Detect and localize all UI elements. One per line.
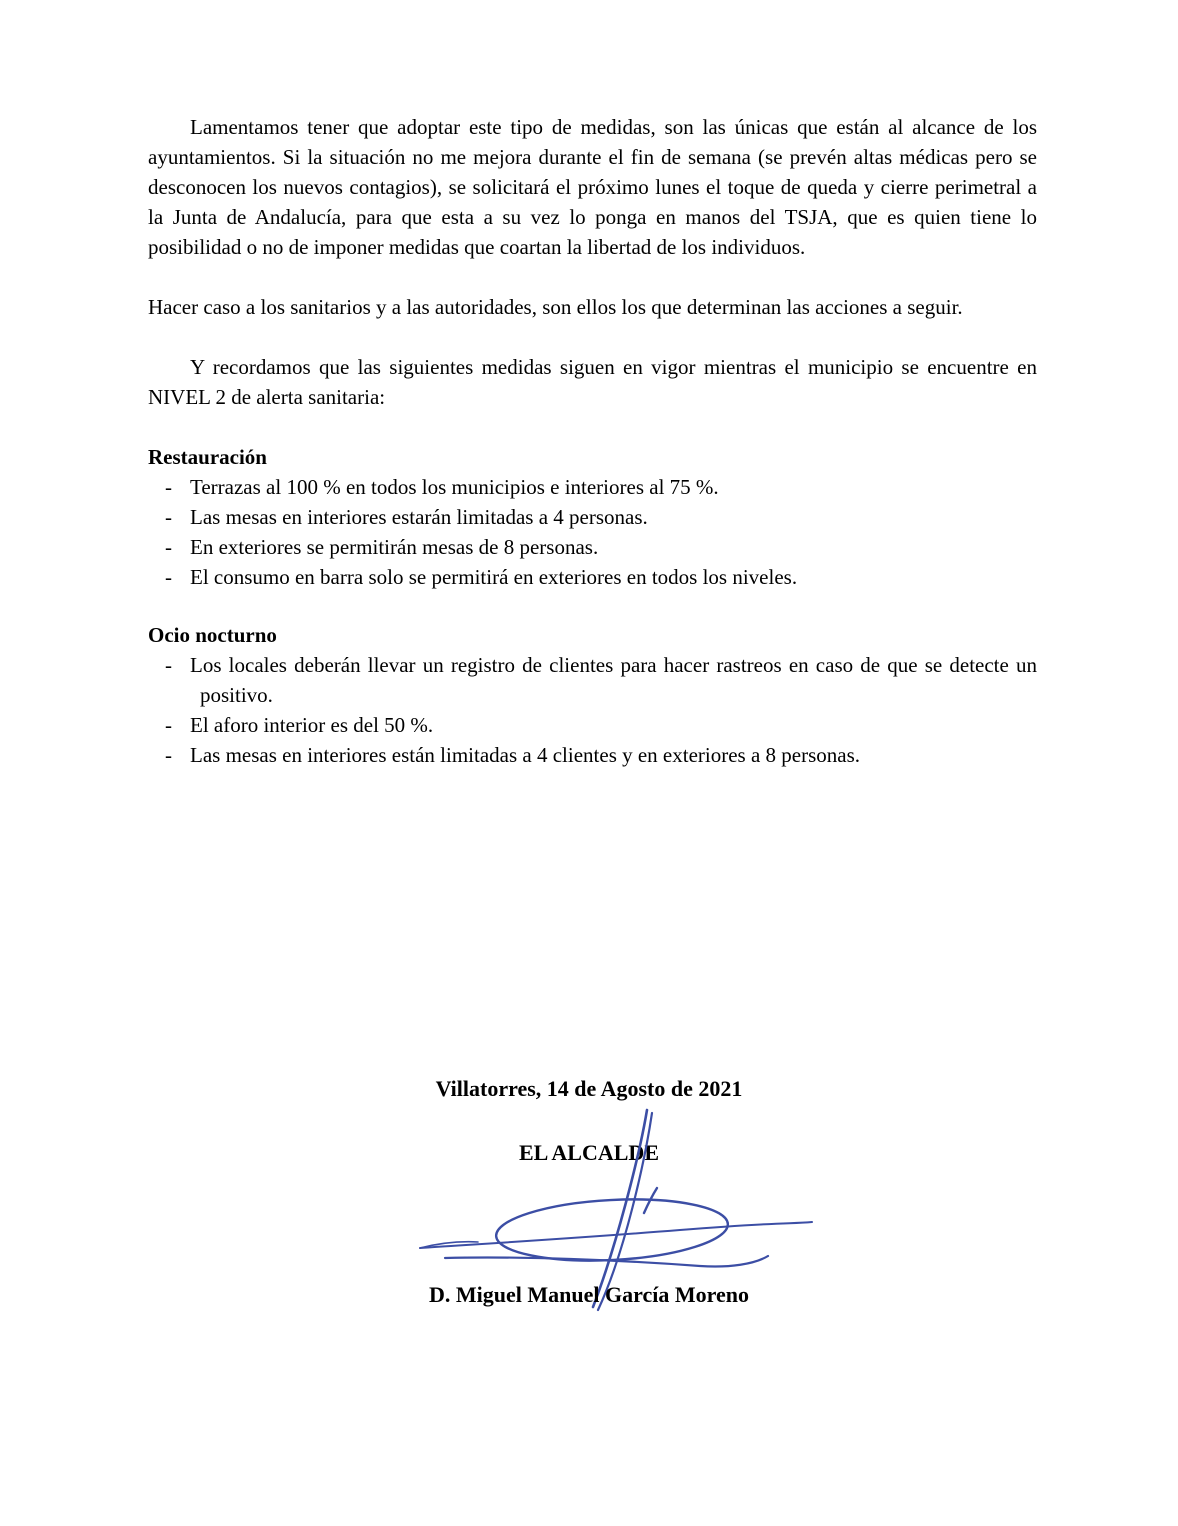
- list-item-text: Terrazas al 100 % en todos los municipios e interiores al 75 %.: [190, 475, 719, 499]
- list-item: [148, 472, 1037, 502]
- list-item-text: Las mesas en interiores estarán limitadas a 4 personas.: [190, 505, 648, 529]
- list-item: [148, 562, 1037, 592]
- mayor-title: EL ALCALDE: [519, 1140, 659, 1165]
- dash-bullet: -: [165, 565, 172, 589]
- dash-bullet: -: [165, 713, 172, 737]
- ocio-nocturno-list: [148, 650, 1037, 770]
- list-item: [148, 650, 1037, 710]
- list-item-text: El consumo en barra solo se permitirá en exteriores en todos los niveles.: [190, 565, 798, 589]
- section-heading-ocio-nocturno: Ocio nocturno: [148, 623, 277, 647]
- list-item-text: El aforo interior es del 50 %.: [190, 713, 434, 737]
- list-item-text: Los locales deberán llevar un registro de clientes para hacer rastreos en caso de que se detecte un positivo.: [190, 653, 1037, 707]
- list-item: [148, 532, 1037, 562]
- list-item-text: Las mesas en interiores están limitadas a 4 clientes y en exteriores a 8 personas.: [190, 743, 861, 767]
- advice-paragraph: Hacer caso a los sanitarios y a las autoridades, son ellos los que determinan las acciones a seguir.: [148, 295, 963, 319]
- list-item: [148, 710, 1037, 740]
- date-line: Villatorres, 14 de Agosto de 2021: [435, 1076, 743, 1101]
- section-heading-restauracion: Restauración: [148, 445, 267, 469]
- signer-name: D. Miguel Manuel García Moreno: [429, 1282, 749, 1307]
- dash-bullet: -: [165, 653, 172, 677]
- restauracion-list: [148, 472, 1037, 592]
- dash-bullet: -: [165, 743, 172, 767]
- dash-bullet: -: [165, 535, 172, 559]
- list-item: [148, 740, 1037, 770]
- dash-bullet: -: [165, 475, 172, 499]
- document-body: [148, 112, 1037, 798]
- list-item-text: En exteriores se permitirán mesas de 8 personas.: [190, 535, 599, 559]
- intro-paragraph: Lamentamos tener que adoptar este tipo de medidas, son las únicas que están al alcance de los ayuntamientos. Si la situación no me mejora durante el fin de semana (se prevén altas médicas pero se desconocen los nuevos contagios), se solicitará el próximo lunes el toque de queda y cierre perimetral a la Junta de Andalucía, para que esta a su vez lo ponga en manos del TSJA, que es quien tiene lo posibilidad o no de imponer medidas que coartan la libertad de los individuos.: [148, 115, 1037, 259]
- reminder-paragraph: Y recordamos que las siguientes medidas siguen en vigor mientras el municipio se encuentre en NIVEL 2 de alerta sanitaria:: [148, 355, 1037, 409]
- list-item: [148, 502, 1037, 532]
- dash-bullet: -: [165, 505, 172, 529]
